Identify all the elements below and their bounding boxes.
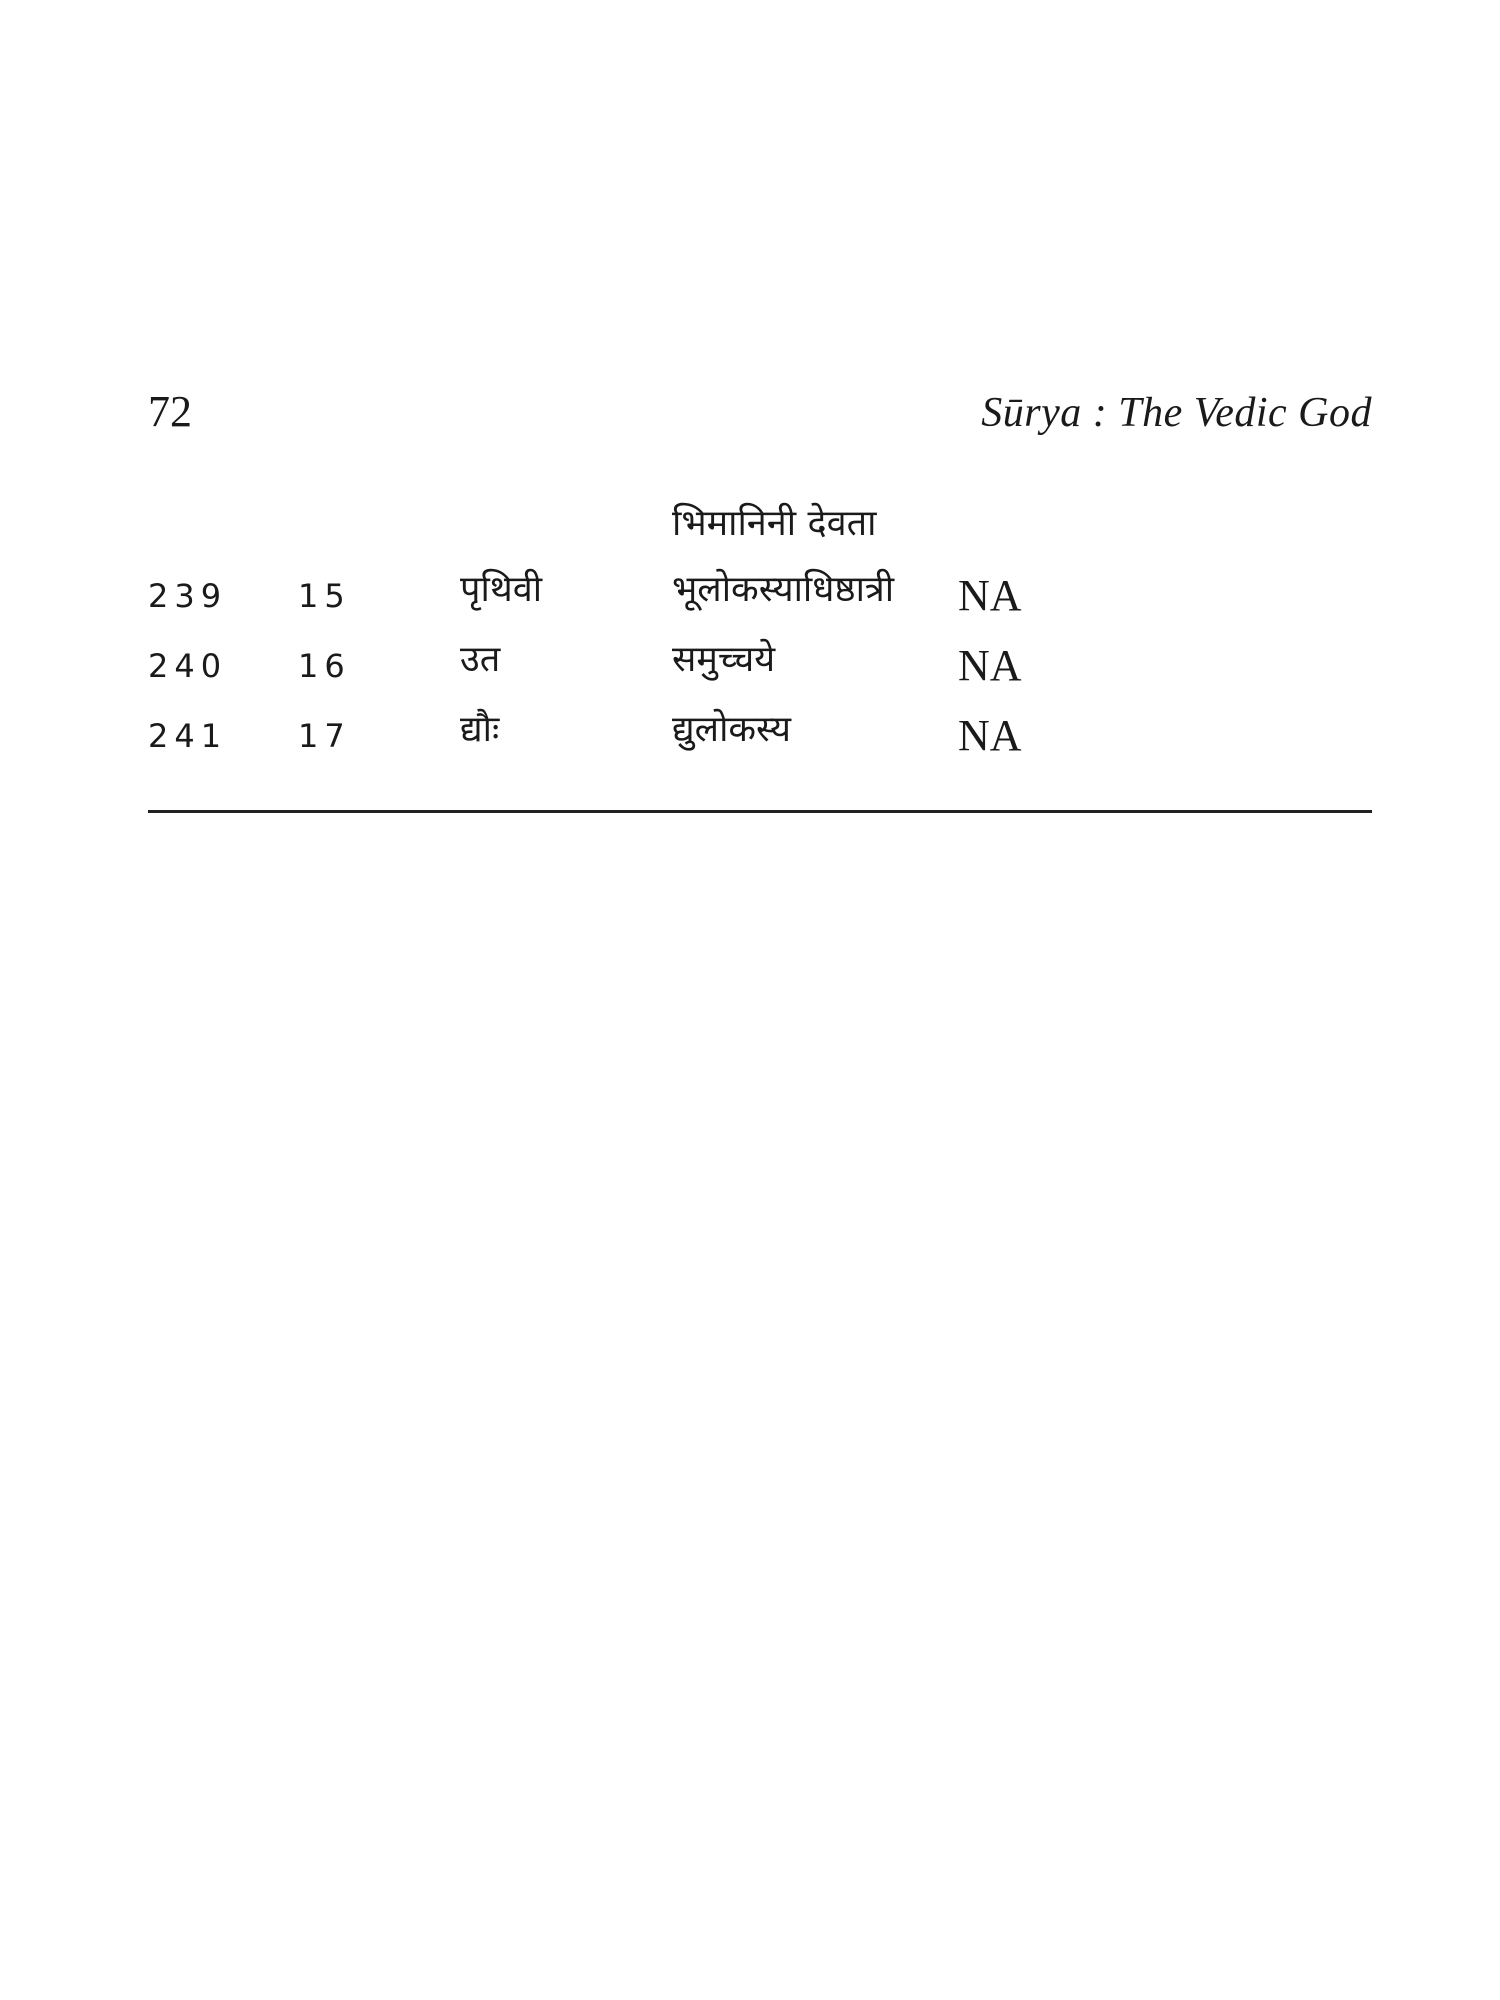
page-number: 72 — [148, 387, 192, 436]
word-table — [148, 500, 1372, 776]
sanskrit-word: द्यौः — [460, 709, 500, 750]
gloss: भूलोकस्याधिष्ठात्री — [672, 569, 895, 610]
entry-number: 240 — [148, 647, 228, 685]
entry-number: 239 — [148, 577, 228, 615]
table-row-continuation — [148, 500, 1372, 566]
entry-number: 241 — [148, 717, 228, 755]
verse-number: 15 — [298, 577, 351, 615]
sanskrit-word: उत — [460, 639, 501, 680]
gloss: द्युलोकस्य — [672, 709, 791, 750]
gloss: समुच्चये — [672, 639, 776, 680]
table-row — [148, 636, 1372, 706]
verse-number: 16 — [298, 647, 351, 685]
continued-gloss: भिमानिनी देवता — [672, 503, 877, 544]
sanskrit-word: पृथिवी — [460, 569, 543, 610]
table-row — [148, 706, 1372, 776]
reference: NA — [958, 571, 1022, 620]
reference: NA — [958, 711, 1022, 760]
reference: NA — [958, 641, 1022, 690]
table-bottom-rule — [148, 810, 1372, 813]
verse-number: 17 — [298, 717, 351, 755]
running-title: Sūrya : The Vedic God — [981, 390, 1372, 436]
table-row — [148, 566, 1372, 636]
